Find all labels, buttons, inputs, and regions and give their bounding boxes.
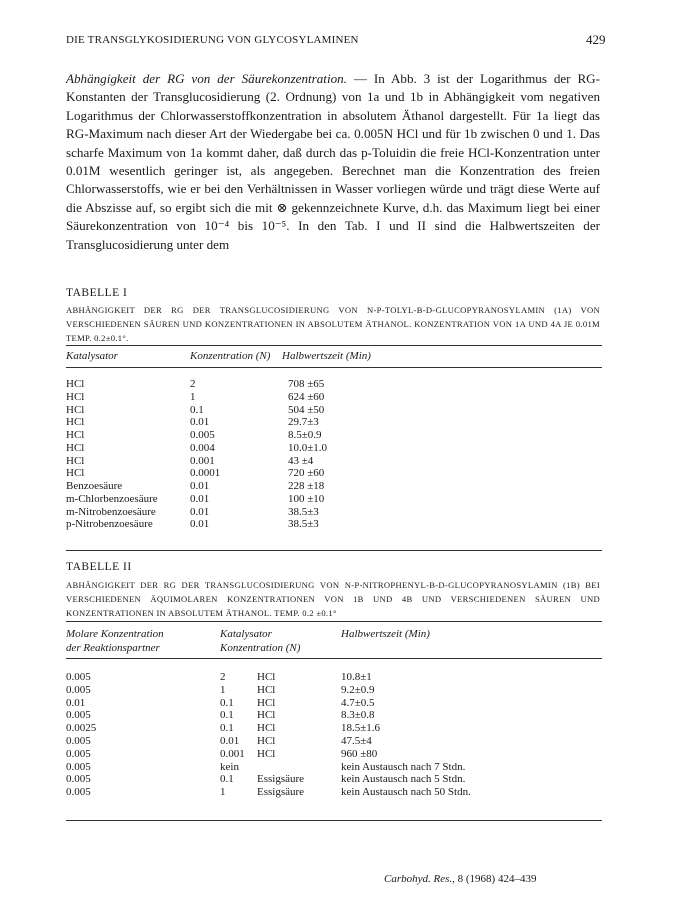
table2-header-halbwertszeit: Halbwertszeit (Min) [341, 628, 430, 640]
table2-cell-konzentration: 1 [220, 786, 226, 799]
table1-cell-halbwertszeit: 504 ±50 [288, 403, 325, 416]
table2-cell-molare-konzentration: 0.005 [66, 773, 91, 786]
table1-label: TABELLE I [66, 287, 128, 299]
table1-cell-katalysator: HCl [66, 467, 85, 480]
table2-cell-halbwertszeit: 8.3±0.8 [341, 709, 375, 722]
table2-top-rule [66, 621, 602, 622]
table2-cell-molare-konzentration: 0.005 [66, 671, 91, 683]
table2-cell-halbwertszeit: kein Austausch nach 50 Stdn. [341, 786, 471, 799]
table1-cell-halbwertszeit: 228 ±18 [288, 480, 325, 492]
table1-cell-konzentration: 0.01 [190, 416, 210, 429]
table1-cell-konzentration: 0.0001 [190, 467, 221, 480]
table1-cell-katalysator: Benzoesäure [66, 480, 123, 492]
table2-cell-konzentration: 0.1 [220, 709, 234, 722]
table2-cell-molare-konzentration: 0.005 [66, 683, 91, 696]
table2-cell-katalysator: HCl [257, 671, 276, 683]
table2-cell-molare-konzentration: 0.005 [66, 709, 91, 722]
table2-bottom-rule [66, 820, 602, 821]
table1-cell-halbwertszeit: 100 ±10 [288, 492, 325, 505]
table1-cell-konzentration: 0.1 [190, 403, 204, 416]
table2-cell-halbwertszeit: 960 ±80 [341, 747, 378, 760]
running-title: DIE TRANSGLYKOSIDIERUNG VON GLYCOSYLAMINEN [66, 34, 359, 46]
table1-cell-katalysator: HCl [66, 390, 85, 403]
table1-cell-konzentration: 1 [190, 390, 196, 403]
table1-cell-halbwertszeit: 8.5±0.9 [288, 429, 322, 441]
table2-cell-molare-konzentration: 0.005 [66, 747, 91, 760]
table1-cell-halbwertszeit: 38.5±3 [288, 505, 319, 518]
citation-details: 8 (1968) 424–439 [454, 873, 537, 885]
table1-cell-halbwertszeit: 43 ±4 [288, 454, 314, 467]
table1-cell-halbwertszeit: 624 ±60 [288, 390, 325, 403]
table1-cell-konzentration: 0.004 [190, 441, 215, 454]
table1-cell-konzentration: 0.01 [190, 505, 210, 518]
table2-cell-konzentration: 0.1 [220, 722, 234, 735]
table2-cell-halbwertszeit: kein Austausch nach 5 Stdn. [341, 773, 466, 786]
table1-top-rule [66, 345, 602, 346]
table1-cell-katalysator: HCl [66, 429, 85, 441]
page-number: 429 [586, 32, 606, 47]
table2-cell-konzentration: 0.1 [220, 773, 234, 786]
table2-cell-katalysator: HCl [257, 735, 276, 747]
table2-label: TABELLE II [66, 561, 132, 573]
table2-cell-katalysator: HCl [257, 709, 276, 722]
table2-caption: ABHÄNGIGKEIT DER RG DER TRANSGLUCOSIDIERUNG VON N-P-NITROPHENYL-Β-D-GLUCOPYRANOSYLAMIN (1B) BEI VERSCHIEDENEN ÄQUIMOLAREN KONZENTRATIONEN VON 1B UND 4B UND VERSCHIEDENEN SÄUREN UND KONZENTRATIONEN IN ABSOLUTEM ÄTHANOL. TEMP. 0.2 ±0.1° [66, 580, 600, 618]
table1-cell-halbwertszeit: 720 ±60 [288, 467, 325, 480]
table2-cell-halbwertszeit: 47.5±4 [341, 735, 372, 747]
table1-cell-halbwertszeit: 29.7±3 [288, 416, 319, 429]
table2-cell-molare-konzentration: 0.005 [66, 786, 91, 799]
table1-cell-katalysator: p-Nitrobenzoesäure [66, 518, 153, 531]
table1-cell-konzentration: 0.005 [190, 429, 215, 441]
table1-cell-konzentration: 2 [190, 378, 196, 390]
table1-cell-konzentration: 0.01 [190, 518, 210, 531]
table1-bottom-rule [66, 550, 602, 551]
table1-cell-katalysator: HCl [66, 454, 85, 467]
table2-cell-katalysator: Essigsäure [257, 786, 305, 799]
table2-cell-halbwertszeit: 10.8±1 [341, 671, 372, 683]
table2-cell-halbwertszeit: kein Austausch nach 7 Stdn. [341, 760, 466, 773]
table2-cell-molare-konzentration: 0.01 [66, 696, 86, 709]
table1-cell-halbwertszeit: 708 ±65 [288, 378, 325, 390]
table2-cell-konzentration: 2 [220, 671, 226, 683]
table2-header-molare-2: der Reaktionspartner [66, 642, 160, 654]
table1-cell-konzentration: 0.01 [190, 492, 210, 505]
table2-cell-molare-konzentration: 0.005 [66, 735, 91, 747]
table1-header-konzentration: Konzentration (N) [190, 350, 271, 362]
paragraph-heading: Abhängigkeit der RG von der Säurekonzentration. [66, 71, 347, 86]
table2-cell-katalysator: Essigsäure [257, 773, 305, 786]
table2-header-molare-1: Molare Konzentration [66, 628, 164, 640]
table1-header-halbwertszeit: Halbwertszeit (Min) [282, 350, 371, 362]
table1-cell-halbwertszeit: 10.0±1.0 [288, 441, 328, 454]
table2-header-katalysator-2: Konzentration (N) [220, 642, 301, 654]
table2-cell-konzentration: kein [220, 760, 239, 773]
table2-cell-halbwertszeit: 9.2±0.9 [341, 683, 375, 696]
table2-cell-halbwertszeit: 18.5±1.6 [341, 722, 381, 735]
table2-cell-halbwertszeit: 4.7±0.5 [341, 696, 375, 709]
table1-cell-konzentration: 0.01 [190, 480, 210, 492]
table1-cell-katalysator: m-Chlorbenzoesäure [66, 492, 158, 505]
table2-cell-konzentration: 0.001 [220, 747, 245, 760]
table1-header-rule [66, 367, 602, 368]
body-paragraph [66, 70, 600, 254]
table1-cell-katalysator: HCl [66, 441, 85, 454]
table2-header-katalysator-1: Katalysator [220, 628, 272, 640]
journal-name: Carbohyd. Res., [384, 873, 455, 885]
table2-cell-katalysator: HCl [257, 747, 276, 760]
table2-cell-katalysator: HCl [257, 722, 276, 735]
table1-cell-katalysator: m-Nitrobenzoesäure [66, 505, 156, 518]
table1-header-katalysator: Katalysator [66, 350, 118, 362]
table1-cell-katalysator: HCl [66, 416, 85, 429]
table1-cell-katalysator: HCl [66, 378, 85, 390]
table1-cell-katalysator: HCl [66, 403, 85, 416]
table2-cell-konzentration: 0.01 [220, 735, 240, 747]
table2-cell-katalysator: HCl [257, 696, 276, 709]
table2-cell-konzentration: 1 [220, 683, 226, 696]
table2-header-rule [66, 658, 602, 659]
table2-cell-katalysator: HCl [257, 683, 276, 696]
table1-caption: ABHÄNGIGKEIT DER RG DER TRANSGLUCOSIDIERUNG VON N-P-TOLYL-Β-D-GLUCOPYRANOSYLAMIN (1A) VON VERSCHIEDENEN SÄUREN UND KONZENTRATIONEN IN ABSOLUTEM ÄTHANOL. KONZENTRATION VON 1A UND 4A JE 0.01M TEMP. 0.2±0.1°. [66, 305, 600, 343]
table2-cell-molare-konzentration: 0.0025 [66, 722, 97, 735]
paragraph-text: — In Abb. 3 ist der Logarithmus der RG-Konstanten der Transglucosidierung (2. Ordnung) von 1a und 1b in Abhängigkeit vom negativen Logarithmus der Chlorwasserstoffkonzentration in absolutem Äthanol dargestellt. Für 1a liegt das RG-Maximum nach dieser Art der Wiedergabe bei ca. 0.005N HCl und für 1b zwischen 0 und 1. Das scharfe Maximum von 1a kommt daher, daß durch das p-Toluidin die freie HCl-Konzentration unter 0.01M wesentlich geringer ist, als angegeben. Berechnet man die Konzentration des freien Chlorwasserstoffs, wie er bei den Verhältnissen in Wasser vorliegen würde und trägt diese Werte auf die Abszisse auf, so ergibt sich die mit ⊗ gekennzeichnete Kurve, d.h. das Maximum liegt bei einer Säurekonzentration von 10⁻⁴ bis 10⁻⁵. In den Tab. I und II sind die Halbwertszeiten der Transglucosidierung unter dem [66, 71, 600, 252]
table2-cell-konzentration: 0.1 [220, 696, 234, 709]
table1-cell-konzentration: 0.001 [190, 454, 215, 467]
table1-cell-halbwertszeit: 38.5±3 [288, 518, 319, 531]
table2-cell-molare-konzentration: 0.005 [66, 760, 91, 773]
journal-citation [384, 873, 536, 885]
